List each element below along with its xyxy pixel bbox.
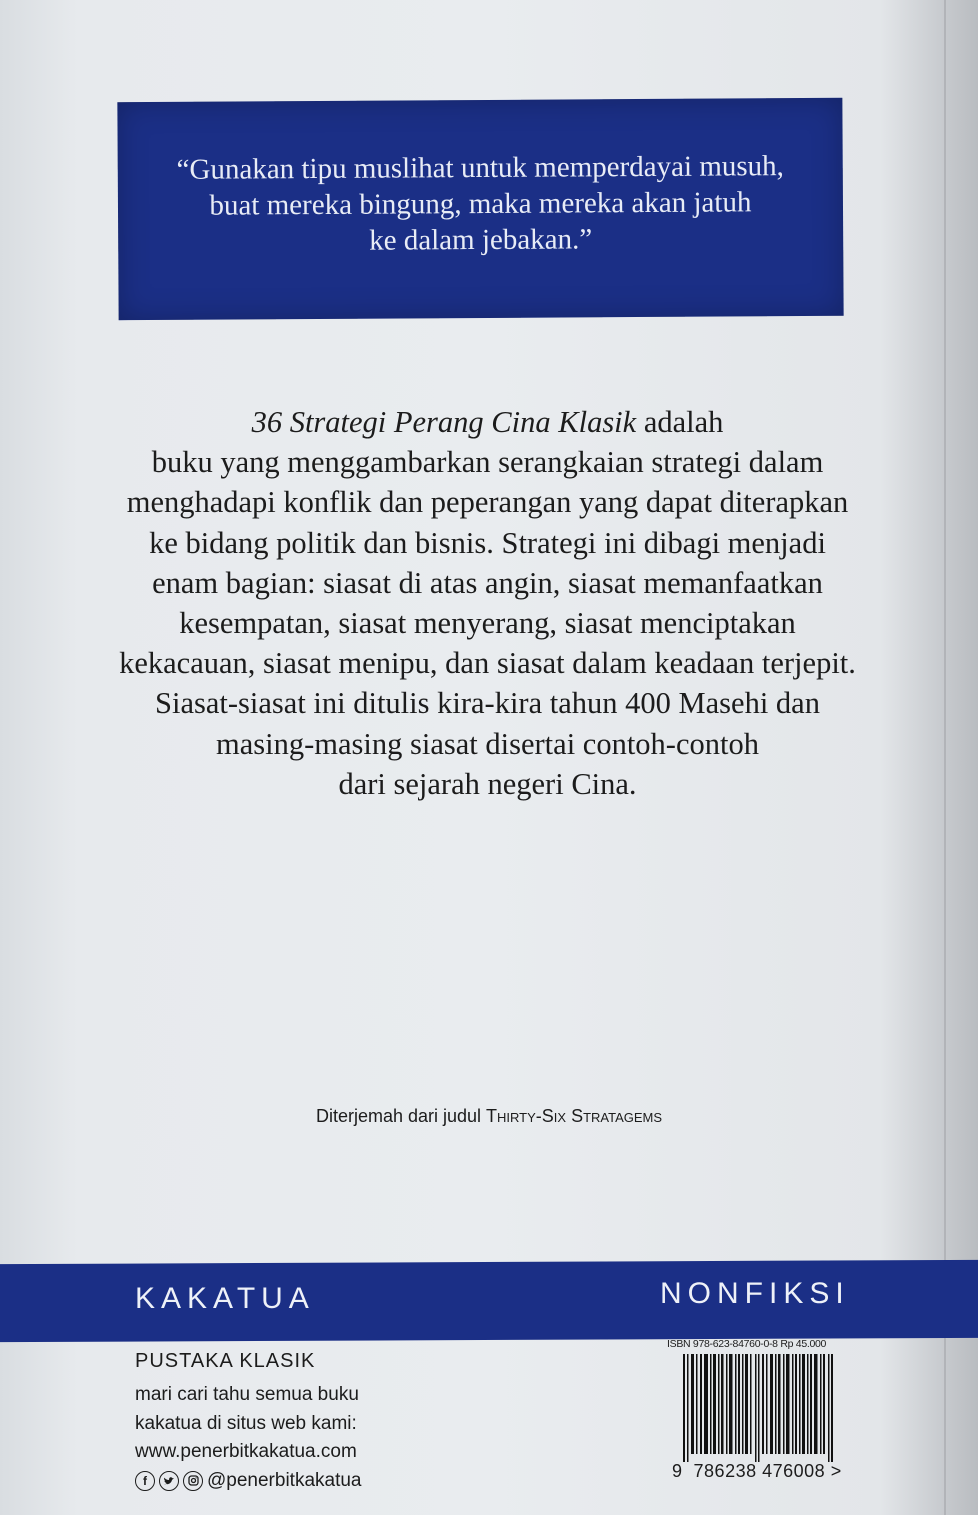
twitter-icon[interactable]	[159, 1471, 179, 1491]
barcode-lead-digit: 9	[672, 1461, 683, 1481]
blurb-line: dari sejarah negeri Cina.	[338, 766, 637, 801]
blurb-line: kesempatan, siasat menyerang, siasat menciptakan	[179, 606, 796, 641]
quote-line: ke dalam jebakan.”	[369, 223, 593, 257]
blurb-line: Siasat-siasat ini ditulis kira-kira tahun 400 Masehi dan	[155, 686, 820, 721]
category-label: NONFIKSI	[660, 1277, 850, 1310]
blurb-line: masing-masing siasat disertai contoh-contoh	[216, 726, 759, 761]
blurb-line: ke bidang politik dan bisnis. Strategi ini dibagi menjadi	[149, 525, 826, 560]
imprint-block	[135, 1350, 362, 1495]
book-title: 36 Strategi Perang Cina Klasik	[251, 405, 637, 439]
blurb-line-text: adalah	[636, 405, 724, 439]
social-row	[135, 1467, 362, 1496]
translation-note	[0, 1106, 978, 1127]
series-name: PUSTAKA KLASIK	[135, 1350, 316, 1372]
original-title: Thirty-Six Stratagems	[486, 1106, 663, 1126]
isbn-price: ISBN 978-623-84760-0-8 Rp 45.000	[667, 1338, 827, 1350]
blurb-line	[80, 402, 895, 442]
blurb-line: kekacauan, siasat menipu, dan siasat dalam keadaan terjepit.	[119, 646, 856, 681]
quote-line: “Gunakan tipu muslihat untuk memperdayai musuh,	[176, 150, 784, 186]
blurb-line: enam bagian: siasat di atas angin, siasat memanfaatkan	[152, 565, 823, 600]
quote-box	[117, 98, 843, 320]
website-link[interactable]: www.penerbitkakatua.com	[135, 1441, 357, 1462]
quote-line: buat mereka bingung, maka mereka akan jatuh	[209, 186, 752, 222]
instagram-icon[interactable]	[183, 1471, 203, 1491]
imprint-line: kakatua di situs web kami:	[135, 1412, 357, 1434]
blurb-line: buku yang menggambarkan serangkaian strategi dalam	[151, 445, 824, 480]
imprint-line: mari cari tahu semua buku	[135, 1384, 359, 1405]
blurb	[80, 402, 895, 804]
blurb-line: menghadapi konflik dan peperangan yang dapat diterapkan	[126, 485, 849, 520]
barcode-digits: 786238 476008	[693, 1461, 826, 1481]
publisher-name: KAKATUA	[135, 1282, 315, 1315]
barcode	[683, 1354, 839, 1462]
social-handle[interactable]: @penerbitkakatua	[207, 1469, 362, 1491]
facebook-icon[interactable]: f	[135, 1471, 155, 1491]
quote-text	[118, 148, 844, 260]
translation-prefix: Diterjemah dari judul	[315, 1106, 487, 1126]
barcode-arrow: >	[830, 1461, 842, 1481]
barcode-number	[672, 1461, 842, 1482]
